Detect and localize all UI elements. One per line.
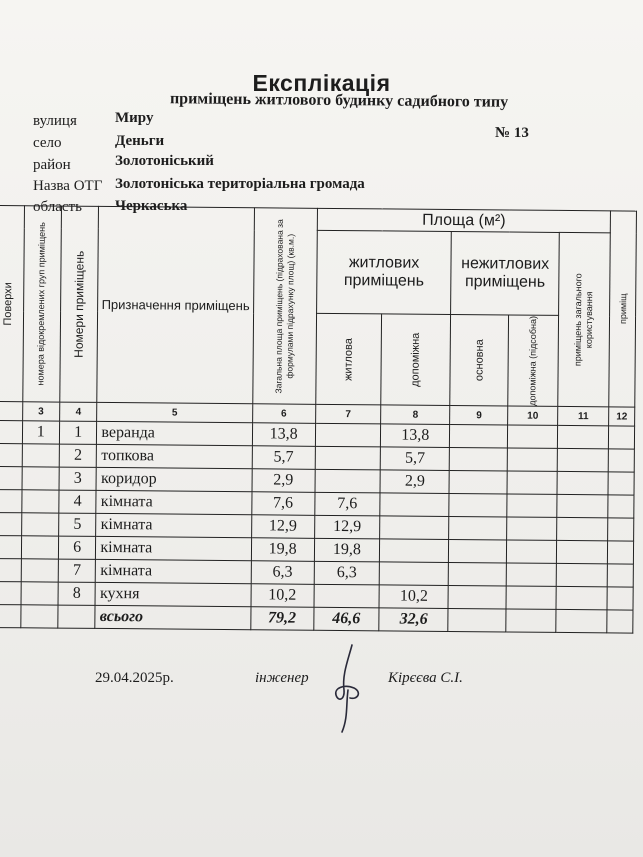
colnum: 10 [508,406,558,425]
colnum: 4 [60,402,98,421]
footer-name: Кірєєва С.І. [388,670,463,686]
aux-area-cell: 5,7 [380,447,450,471]
room-name-cell: кухня [95,582,250,606]
room-name-cell: коридор [96,467,251,491]
col-rooms-header: Номери приміщень [71,250,87,358]
aux-area-cell: 10,2 [379,585,449,609]
total-area-cell: 6,3 [251,561,314,585]
col-floors-header: Поверхи [2,281,15,326]
room-name-cell: кімната [96,513,251,537]
group-cell [22,467,60,490]
room-no-cell: 5 [59,513,97,536]
district-value: Золотоніський [115,153,214,169]
total-area-cell: 10,2 [251,584,314,608]
street-label: вулиця [33,113,77,129]
total-aux-sum: 32,6 [379,608,449,632]
footer-role: інженер [255,670,309,686]
room-name-cell: топкова [97,444,252,468]
col-aux-header: допоміжна [409,332,423,387]
colnum: 5 [97,402,252,422]
group-cell [21,513,59,536]
document-title: Експлікація [252,70,391,96]
group-cell [21,536,59,559]
room-no-cell: 2 [59,444,97,467]
room-name-cell: веранда [97,421,252,445]
aux-area-cell [380,516,450,540]
street-value: Миру [115,110,154,126]
room-name-cell: кімната [96,490,251,514]
room-name-cell: кімната [96,536,251,560]
room-no-cell: 4 [59,490,97,513]
living-area-cell: 19,8 [314,538,380,562]
total-row [0,604,633,633]
group-cell: 1 [22,421,60,444]
group-cell [21,559,59,582]
nonliving-group-header: нежитлових приміщень [451,231,559,315]
colnum: 9 [450,405,508,425]
col-groups-header: номера відокремлених груп приміщень [35,222,48,386]
living-area-cell [315,423,381,447]
room-no-cell: 7 [58,559,96,582]
colnum: 11 [558,406,609,425]
living-area-cell [315,446,381,470]
colnum: 3 [22,402,60,421]
total-area-cell: 19,8 [251,538,314,562]
colnum: 8 [381,405,450,425]
room-no-cell: 3 [59,467,97,490]
colnum: 6 [252,404,315,424]
aux-area-cell: 2,9 [380,470,450,494]
total-area-cell: 7,6 [251,492,314,516]
house-number: № 13 [495,125,529,141]
region-label: область [33,199,82,215]
area-group-header: Площа (м²) [317,208,611,233]
col-main-header: основна [473,339,486,382]
total-area-cell: 12,9 [251,515,314,539]
total-label: всього [95,605,250,629]
village-value: Деньги [115,133,165,149]
total-area-cell: 5,7 [252,446,315,470]
otg-value: Золотоніська територіальна громада [115,176,365,192]
village-label: село [33,135,62,151]
col-living-header: житлова [342,337,355,381]
col-common-header: приміщень загального користування [572,273,595,367]
group-cell [21,582,59,605]
aux-area-cell [379,562,449,586]
otg-label: Назва ОТГ [33,178,103,194]
signature-icon [330,640,370,735]
room-no-cell: 6 [58,536,96,559]
total-area-cell: 2,9 [252,469,315,493]
aux-area-cell [380,539,450,563]
document-subtitle: приміщень житлового будинку садибного типу [169,90,509,111]
colnum: 7 [315,404,381,424]
room-no-cell: 1 [59,421,97,444]
room-name-cell: кімната [96,559,251,583]
col-aux2-header: допоміжна (підсобна) [527,315,539,406]
total-living-sum: 46,6 [314,607,380,631]
colnum: 12 [609,407,635,426]
footer-date: 29.04.2025р. [95,670,174,686]
room-no-cell: 8 [58,582,96,605]
total-area-cell: 13,8 [252,423,315,447]
district-label: район [33,157,71,173]
living-area-cell [314,584,380,608]
col-purpose-header: Призначення приміщень [97,206,254,403]
col-last-header: приміщ [617,293,628,325]
group-cell [22,444,60,467]
region-value: Черкаська [115,198,188,214]
living-area-cell: 12,9 [314,515,380,539]
living-group-header: житлових приміщень [316,230,451,314]
total-area-sum: 79,2 [250,607,313,631]
explication-table [0,205,637,634]
group-cell [21,490,59,513]
col-total-header: Загальна площа приміщень (підрахована за формулами підрахунку площ) (кв.м.) [273,218,296,394]
living-area-cell: 6,3 [314,561,380,585]
aux-area-cell [380,493,450,517]
living-area-cell [315,469,381,493]
aux-area-cell: 13,8 [381,424,451,448]
living-area-cell: 7,6 [315,492,381,516]
